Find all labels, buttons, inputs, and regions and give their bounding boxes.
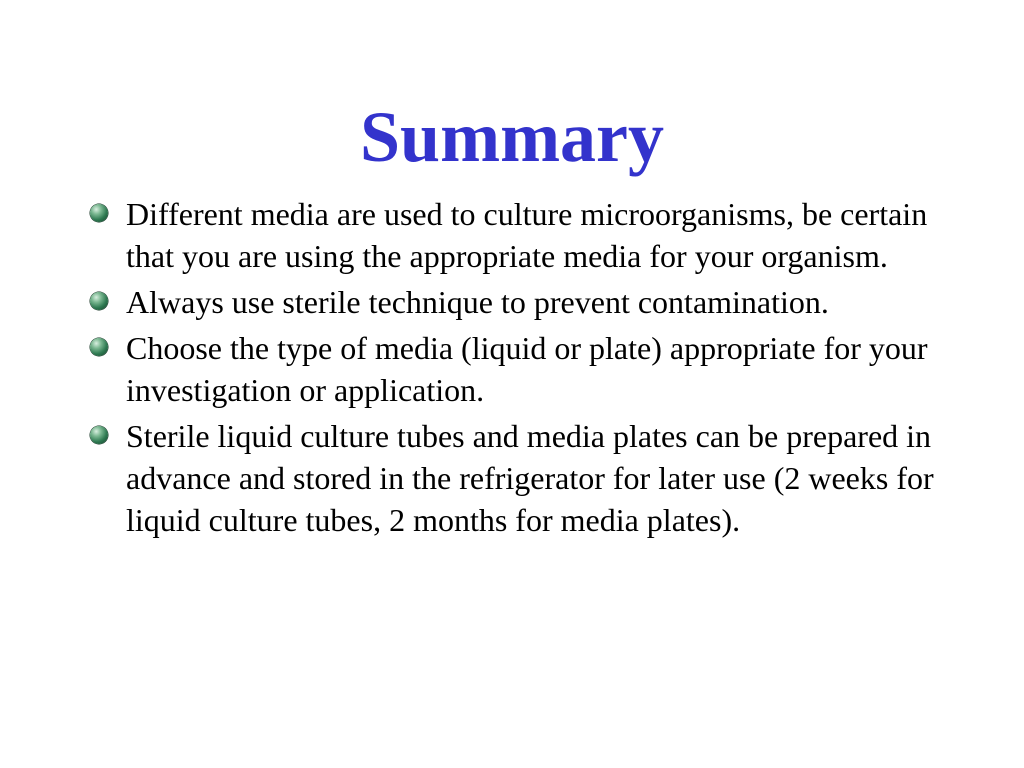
green-sphere-icon [90,292,108,310]
slide-title: Summary [360,97,664,177]
green-sphere-icon [90,426,108,444]
bullet-text: Choose the type of media (liquid or plate) appropriate for your investigation or application. [126,330,928,408]
bullet-text: Sterile liquid culture tubes and media plates can be prepared in advance and stored in the refrigerator for later use (2 weeks for liquid culture tubes, 2 months for media plates). [126,418,934,538]
bullet-list [88,193,948,545]
green-sphere-icon [90,338,108,356]
bullet-item [88,415,948,541]
bullet-item [88,193,948,277]
bullet-text: Always use sterile technique to prevent contamination. [126,284,829,320]
green-sphere-icon [90,204,108,222]
bullet-text: Different media are used to culture microorganisms, be certain that you are using the appropriate media for your organism. [126,196,928,274]
bullet-item [88,327,948,411]
bullet-item [88,281,948,323]
